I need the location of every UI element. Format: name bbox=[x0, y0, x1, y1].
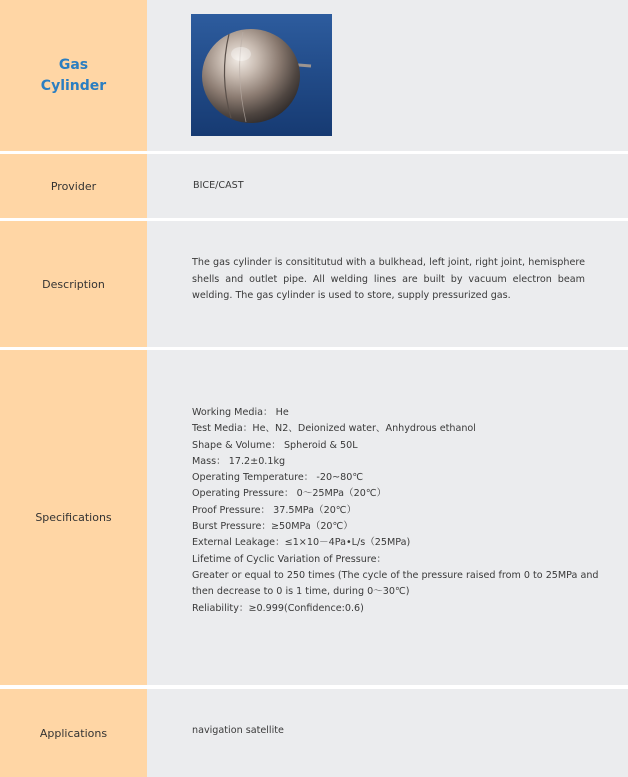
page-title: Gas Cylinder bbox=[40, 56, 107, 94]
specifications-row bbox=[0, 350, 628, 685]
spec-line: Operating Pressure： 0～25MPa（20℃） bbox=[192, 488, 387, 500]
spec-line: Operating Temperature： -20~80℃ bbox=[192, 472, 364, 484]
spec-line: Working Media： He bbox=[192, 407, 289, 418]
title-row bbox=[0, 0, 628, 151]
spec-line: Proof Pressure： 37.5MPa（20℃） bbox=[192, 504, 357, 516]
spec-line: Reliability：≥0.999(Confidence:0.6) bbox=[192, 602, 364, 614]
provider-label-cell bbox=[0, 154, 147, 218]
spec-line: Greater or equal to 250 times (The cycle of the pressure raised from 0 to 25MPa and bbox=[192, 569, 599, 581]
spec-line: Test Media：He、N2、Deionized water、Anhydrous ethanol bbox=[192, 423, 476, 435]
spec-line: Lifetime of Cyclic Variation of Pressure： bbox=[192, 553, 387, 565]
applications-row bbox=[0, 689, 628, 777]
spec-line: External Leakage：≤1×10－4Pa•L/s（25MPa) bbox=[192, 537, 411, 549]
title-cell bbox=[0, 0, 147, 151]
description-label-cell bbox=[0, 221, 147, 347]
provider-row bbox=[0, 154, 628, 218]
specifications-label: Specifications bbox=[35, 511, 112, 524]
applications-value: navigation satellite bbox=[192, 725, 284, 736]
provider-value: BICE/CAST bbox=[193, 180, 244, 191]
spec-line: Burst Pressure：≥50MPa（20℃） bbox=[192, 521, 353, 533]
provider-label: Provider bbox=[50, 179, 97, 193]
photo-cell bbox=[147, 0, 628, 151]
description-row bbox=[0, 221, 628, 347]
specifications-label-cell bbox=[0, 350, 147, 685]
description-text: The gas cylinder is consititutud with a bulkhead, left joint, right joint, hemisphere shells and outlet pipe. All welding lines are built by vacuum electron beam welding. The gas cylinder is used to store, supply pressurized gas. bbox=[192, 257, 585, 302]
applications-value-cell bbox=[147, 689, 628, 777]
provider-value-cell bbox=[147, 154, 628, 218]
description-label: Description bbox=[42, 277, 105, 291]
spec-line: Mass： 17.2±0.1kg bbox=[192, 455, 286, 467]
description-value-cell bbox=[147, 221, 628, 347]
applications-label-cell bbox=[0, 689, 147, 777]
spec-line: Shape & Volume： Spheroid & 50L bbox=[192, 439, 358, 451]
gas-cylinder-photo bbox=[191, 14, 332, 136]
specifications-value-cell bbox=[147, 350, 628, 685]
applications-label: Applications bbox=[39, 726, 108, 740]
spec-line: then decrease to 0 is 1 time, during 0～30℃) bbox=[192, 586, 410, 598]
specifications-list bbox=[192, 405, 599, 617]
